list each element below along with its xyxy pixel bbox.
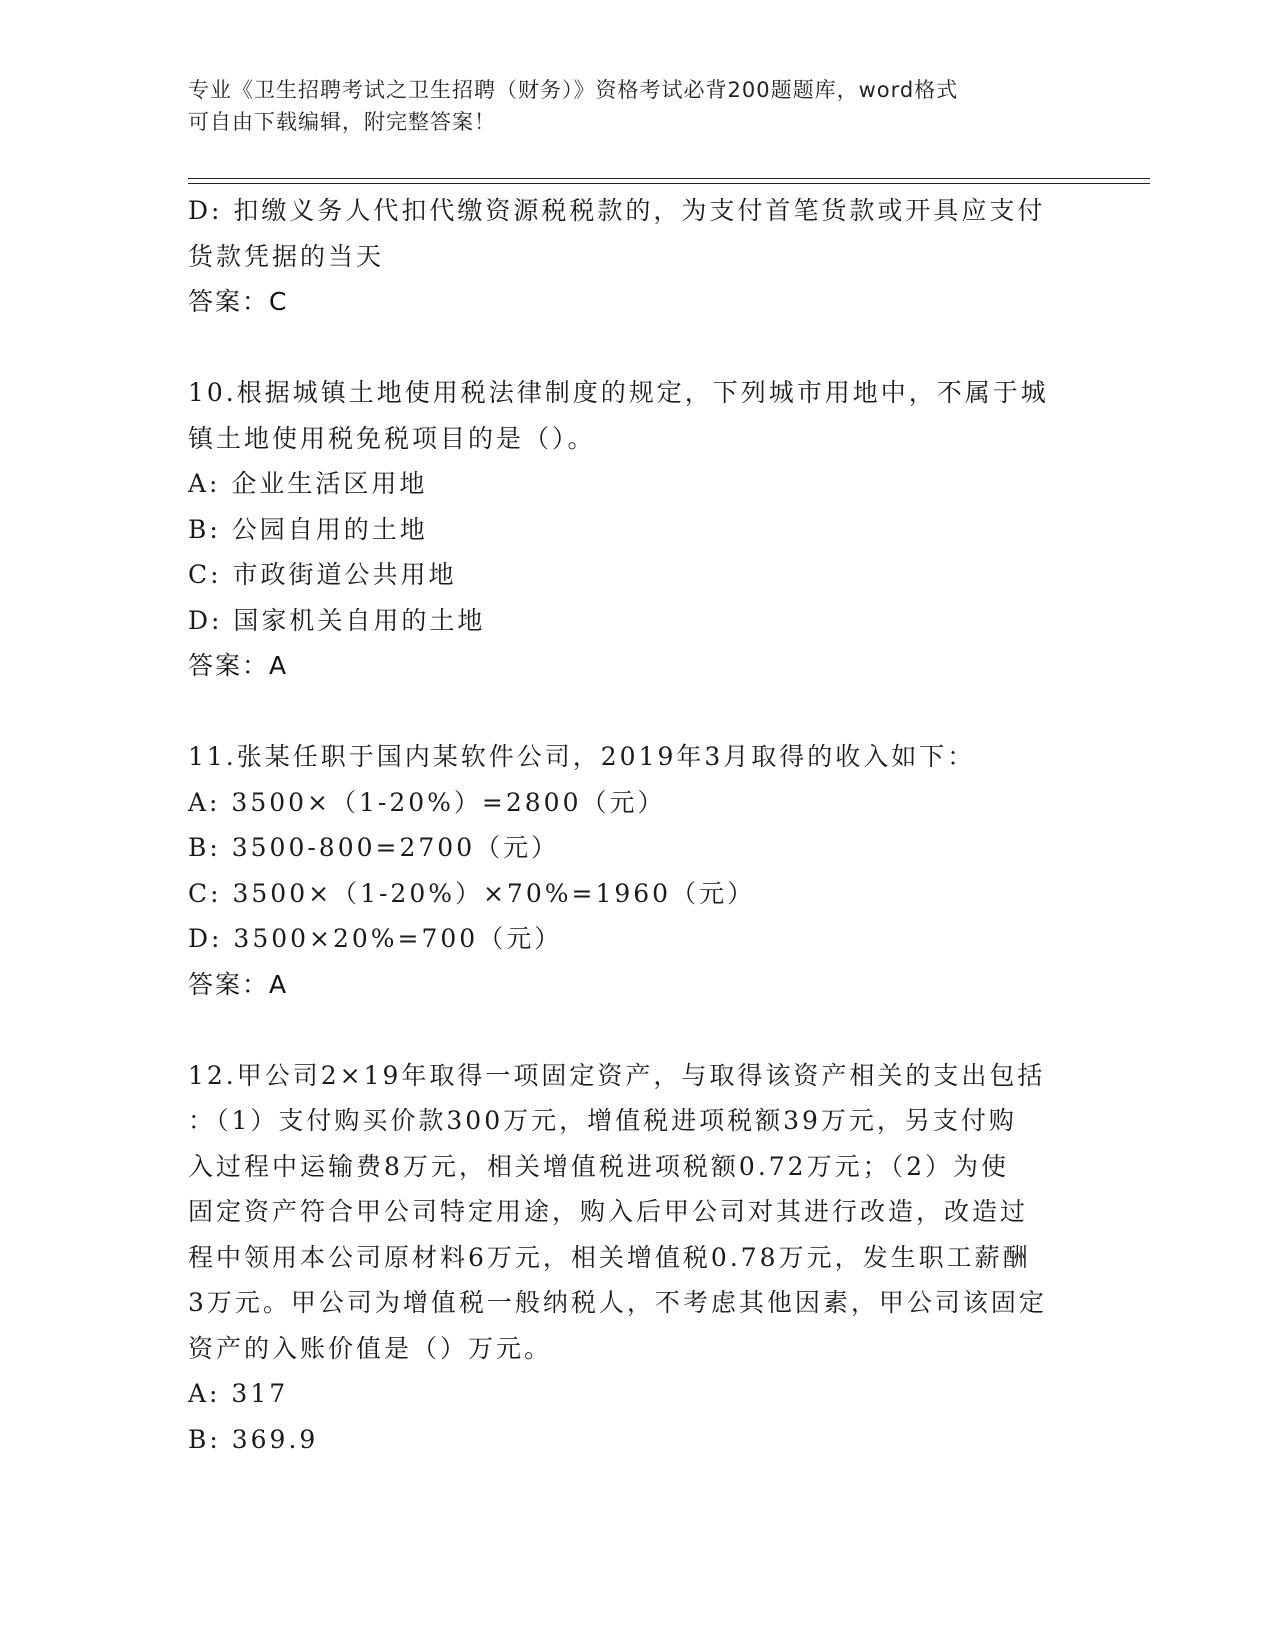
question-stem-line: 程中领用本公司原材料6万元，相关增值税0.78万元，发生职工薪酬 — [188, 1242, 1031, 1272]
answer-line: 答案：C — [188, 287, 289, 316]
header-title-line-2: 可自由下载编辑，附完整答案！ — [188, 110, 496, 134]
spacer — [188, 689, 1088, 735]
document-header — [188, 74, 1088, 138]
question-stem-line: 资产的入账价值是（）万元。 — [188, 1333, 553, 1363]
question-9-continuation — [188, 188, 1088, 325]
answer-line: 答案：A — [188, 969, 289, 999]
question-11 — [188, 734, 1088, 1007]
option-c: C: 市政街道公共用地 — [188, 560, 457, 589]
option-d-line: 货款凭据的当天 — [188, 241, 385, 271]
question-12 — [188, 1053, 1088, 1463]
question-stem-line: 镇土地使用税免税项目的是（）。 — [188, 423, 596, 453]
header-title-line-1: 专业《卫生招聘考试之卫生招聘（财务）》资格考试必背200题题库，word格式 — [188, 78, 959, 102]
option-b: B: 369.9 — [188, 1424, 319, 1454]
question-stem-line: 固定资产符合甲公司特定用途，购入后甲公司对其进行改造，改造过 — [188, 1197, 1029, 1226]
header-divider-top — [188, 178, 1150, 179]
question-stem-line: 10.根据城镇土地使用税法律制度的规定，下列城市用地中，不属于城 — [188, 378, 1049, 407]
question-stem-line: ：（1）支付购买价款300万元，增值税进项税额39万元，另支付购 — [188, 1106, 1017, 1135]
option-a: A: 317 — [188, 1379, 289, 1408]
spacer — [188, 325, 1088, 371]
option-a: A: 3500×（1-20%）=2800（元） — [188, 787, 666, 817]
answer-line: 答案：A — [188, 651, 289, 680]
question-10 — [188, 370, 1088, 689]
option-d: D: 3500×20%=700（元） — [188, 924, 563, 953]
document-body — [188, 188, 1088, 1462]
option-b: B: 3500-800=2700（元） — [188, 833, 560, 862]
question-stem-line: 11.张某任职于国内某软件公司，2019年3月取得的收入如下： — [188, 742, 976, 771]
option-b: B: 公园自用的土地 — [188, 514, 428, 544]
question-stem-line: 3万元。甲公司为增值税一般纳税人，不考虑其他因素，甲公司该固定 — [188, 1288, 1047, 1317]
question-stem-line: 12.甲公司2×19年取得一项固定资产，与取得该资产相关的支出包括 — [188, 1060, 1046, 1090]
header-divider-bottom — [188, 183, 1150, 184]
spacer — [188, 1007, 1088, 1053]
option-d-line: D: 扣缴义务人代扣代缴资源税税款的，为支付首笔货款或开具应支付 — [188, 196, 1046, 225]
question-stem-line: 入过程中运输费8万元，相关增值税进项税额0.72万元；（2）为使 — [188, 1151, 1009, 1181]
option-d: D: 国家机关自用的土地 — [188, 605, 486, 635]
option-c: C: 3500×（1-20%）×70%=1960（元） — [188, 878, 756, 908]
option-a: A: 企业生活区用地 — [188, 469, 428, 498]
